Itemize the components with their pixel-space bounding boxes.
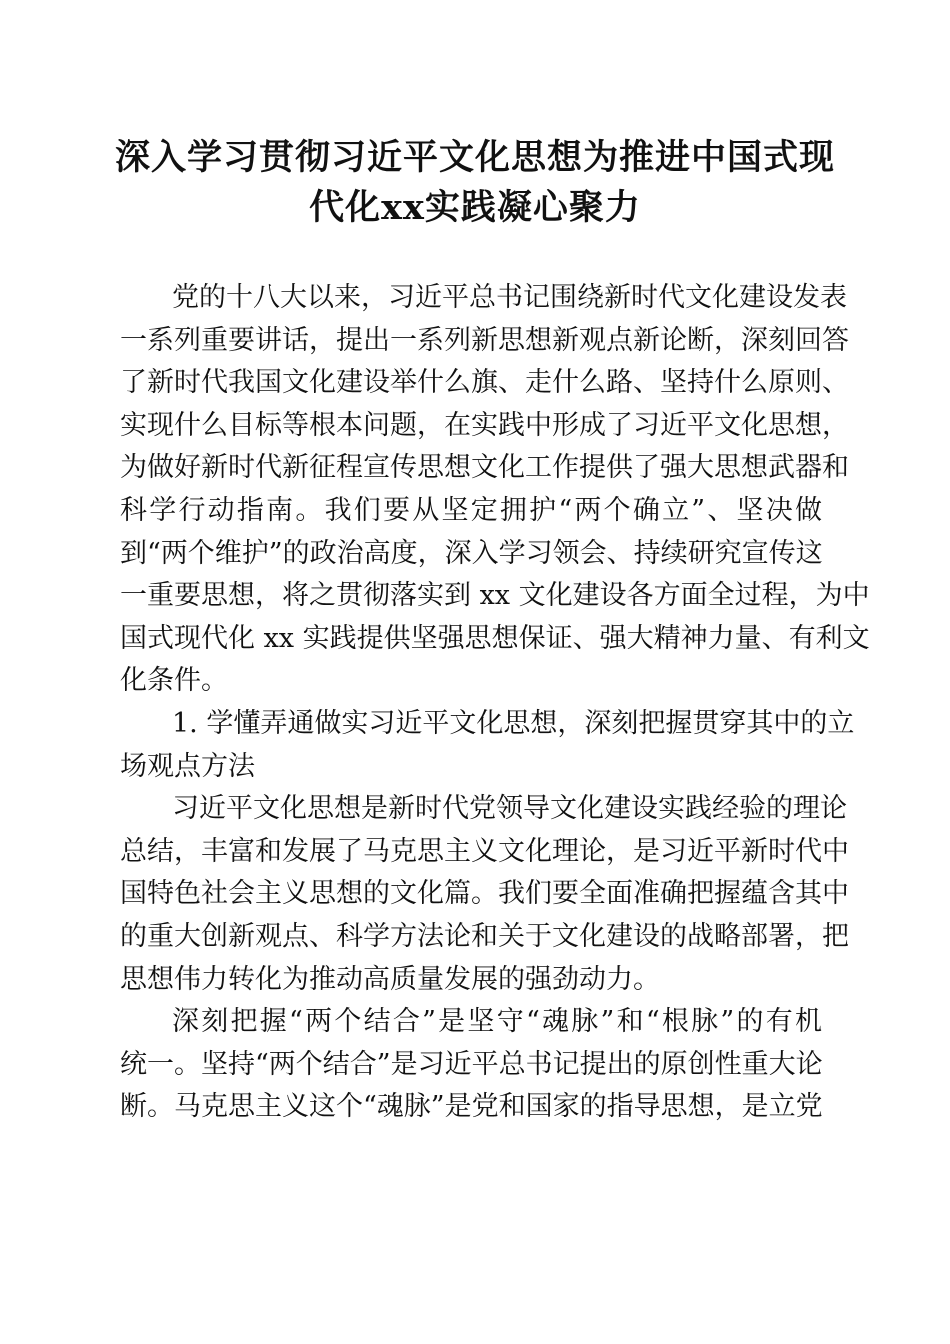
body-text-line: 为做好新时代新征程宣传思想文化工作提供了强大思想武器和 <box>120 452 849 484</box>
body-text-line: 习近平文化思想是新时代党领导文化建设实践经验的理论 <box>172 793 847 825</box>
body-text-line: 1. 学懂弄通做实习近平文化思想，深刻把握贯穿其中的立 <box>172 707 855 739</box>
body-text-line: 一系列重要讲话，提出一系列新思想新观点新论断，深刻回答 <box>120 324 849 356</box>
body-text-line: 到“两个维护”的政治高度，深入学习领会、持续研究宣传这 <box>120 537 823 569</box>
body-text-line: 断。马克思主义这个“魂脉”是党和国家的指导思想，是立党 <box>120 1091 823 1123</box>
body-text-line: 一重要思想，将之贯彻落实到 xx 文化建设各方面全过程，为中 <box>120 580 870 612</box>
body-text-line: 统一。坚持“两个结合”是习近平总书记提出的原创性重大论 <box>120 1048 823 1080</box>
body-text-line: 深刻把握“两个结合”是坚守“魂脉”和“根脉”的有机 <box>172 1006 822 1038</box>
body-text-line: 了新时代我国文化建设举什么旗、走什么路、坚持什么原则、 <box>120 367 849 399</box>
body-text-line: 场观点方法 <box>120 750 255 782</box>
document-body <box>120 277 870 1129</box>
body-text-line: 科学行动指南。我们要从坚定拥护“两个确立”、坚决做 <box>120 494 822 526</box>
document-title-line-1: 深入学习贯彻习近平文化思想为推进中国式现 <box>114 137 835 178</box>
body-text-line: 国特色社会主义思想的文化篇。我们要全面准确把握蕴含其中 <box>120 878 849 910</box>
body-text-line: 总结，丰富和发展了马克思主义文化理论，是习近平新时代中 <box>120 835 849 867</box>
body-text-line: 的重大创新观点、科学方法论和关于文化建设的战略部署，把 <box>120 920 849 952</box>
body-text-line: 实现什么目标等根本问题，在实践中形成了习近平文化思想， <box>120 409 849 441</box>
document-title-line-2: 代化xx实践凝心聚力 <box>309 187 641 228</box>
body-text-line: 思想伟力转化为推动高质量发展的强劲动力。 <box>120 963 660 995</box>
body-text-line: 国式现代化 xx 实践提供坚强思想保证、强大精神力量、有利文 <box>120 622 870 654</box>
body-text-line: 化条件。 <box>120 665 228 697</box>
body-text-line: 党的十八大以来，习近平总书记围绕新时代文化建设发表 <box>172 282 847 313</box>
